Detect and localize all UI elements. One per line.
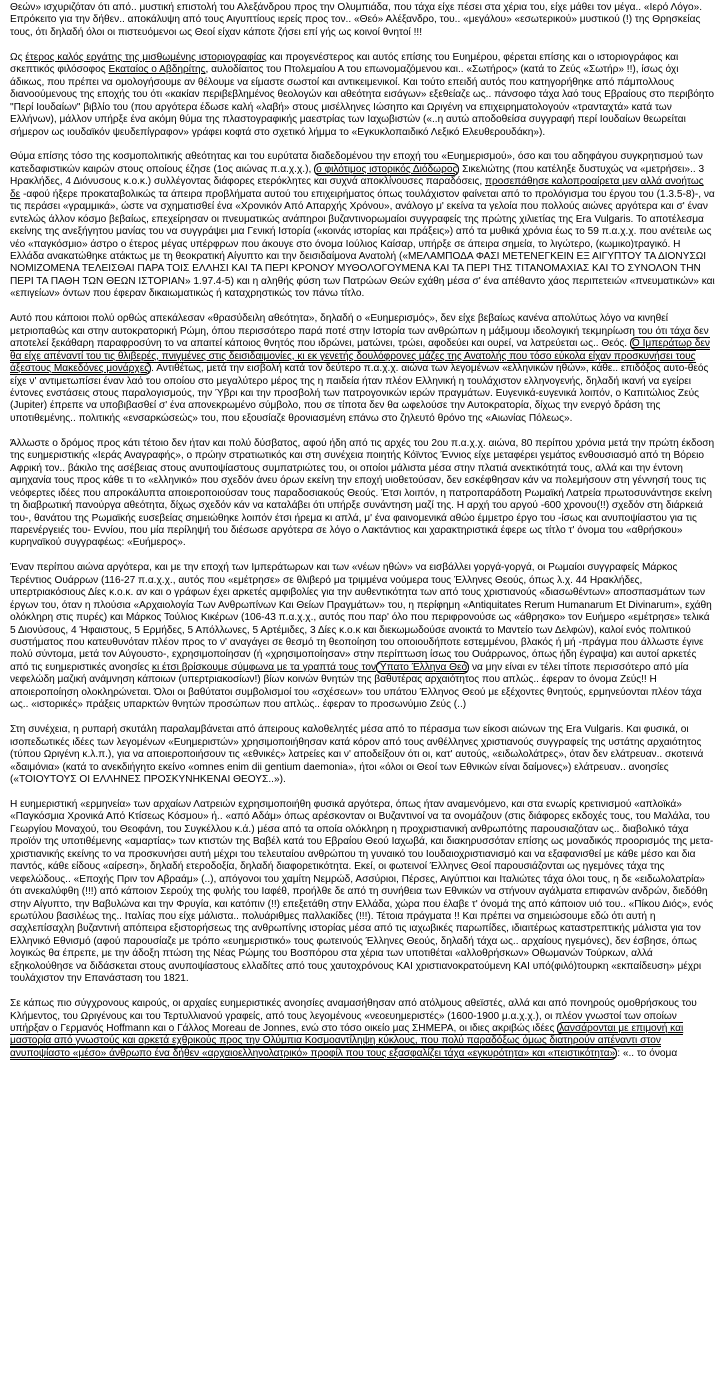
- article-paragraph: [10, 52, 715, 139]
- paragraph-text: Θεών» ισχυριζόταν ότι από.. μυστική επιστολή του Αλεξάνδρου προς την Ολυμπιάδα, που τάχα είχε πέσει στα χέρια του, είχε μάθει τον μέγα.. «Ιερό Λόγο». Επρόκειτο για την δήθεν.. αποκάλυψη από τους Αιγυπτίους ιερείς προς τον.. «Θεό» Αλέξανδρο, του.. «μεγάλου» «εσωτερικού» μυστικού (!) της Θρησκείας τους, ότι δηλαδή όλοι οι πιστευόμενοι ως Θεοί είχαν κάποτε ζήσει επί γής ως κοινοί θνητοί !!!: [10, 2, 703, 38]
- paragraph-text: , αυλοδίαιτος του Πτολεμαίου Α του επωνομαζόμενου και.. «Σωτήρος» (κατά το Ζεύς «Σωτήρ» !!), ίσως όχι άδικως, που πρέπει να ομολογήσουμε αν θέλουμε να είμαστε σωστοί και αντικειμενικοί. Και τούτο επειδή αυτός που κατηγορήθηκε από πάμπολλους διανοούμενους της εποχής του ότι «κακίαν περιβεβλημένος θεολογών και αθεότητα εισάγων» εξεθείαζε ως.. πάνσοφο τάχα λαό τους Εβραίους στο περιβόητο "Περί Ιουδαίων" βιβλίο του (που αργότερα έδωσε καλή «λαβή» στους μισέλληνες Ιώσηπο και Ωριγένη να επιχειρηματολογούν «τρανταχτά» κατά των Ελλήνων), μάλλον υπήρξε ένα ακόμη θύμα της πλαστογραφικής μαεστρίας των Ιαχωβιστών («..η αυτώ αποδοθείσα συγγραφή περί Ιουδαίων θεωρείται σήμερον ως ιουδαϊκόν ψευδεπίγραφον» γράφει κοφτά στο σχετικό λήμμα το «Εγκυκλοπαιδικό Λεξικό Ελευθερουδάκη»).: [10, 64, 715, 138]
- paragraph-text: Έναν περίπου αιώνα αργότερα, και με την εποχή των Ιμπεράτωρων και των «νέων ηθών» να εισβάλλει γοργά-γοργά, οι Ρωμαίοι συγγραφείς Μάρκος Τερέντιος Ουάρρων (116-27 π.α.χ.χ., αυτός που «εμέτρησε» σε θλιβερό μα τριμμένα νούμερα τους Έλληνες Θεούς, όπως λ.χ. 44 Ηρακλήδες, υπερτριακόσιους Δίες κ.ο.κ. αν και ο γράφων έχει αρκετές αμφιβολίες για την αυθεντικότητα των από τους χριστιανούς «διασωθέντων» αποσπασμάτων των έργων του, όταν η πλούσια «Αρχαιολογία Των Ανθρωπίνων Και Θείων Πραγμάτων» του, η περίφημη «Antiquitates Rerum Humanarum Et Divinarum», εχάθη ολόκληρη στις πυρές) και Μάρκος Τούλιος Κικέρων (106-43 π.α.χ.χ., αυτός που παρ' όλο που περιφρονούσε ως «άθρησκο» τον Ευήμερο «εμέτρησε» τελικά 5 Διονύσους, 4 Ήφαιστους, 5 Ερμήδες, 5 Απόλλωνες, 5 Αρτέμιδες, 3 Δίες κ.ο.κ και διεκωμωδούσε ανοικτά το Μαντείο των Δελφών), καλοί ενός πολιτικού συστήματος που κατευθυνόταν πλέον προς το ν' αναγάγει σε θεσμό τη θεοποίηση του οποιουδήποτε εστεμμένου, βλακός ή μή -πράγμα που άλλωστε έγινε πολύ σύντομα, μετά τον Αύγουστο-, εχρησιμοποίησαν (ή «χρησιμοποίησαν» στην περίπτωση ίσως του Ουάρρωνος, όπως ήδη έγραψα) και αυτοί αρκετές από τις ευημεριστικές ανοησίες: [10, 562, 712, 673]
- article-paragraph: [10, 724, 715, 786]
- article-paragraph: [10, 2, 715, 39]
- paragraph-text: . Αντιθέτως, μετά την εισβολή κατά τον δεύτερο π.α.χ.χ. αιώνα των λεγομένων «ελληνικών ηθών», κάθε.. επιδόξος αυτο-θεός είχε ν' αντιμετωπίσει έναν λαό του οποίου στο μεγαλύτερο μέρος της η παιδεία ήταν πλέον Ελληνική η τουλάχιστον ελληνογενής, δηλαδή ικανή να εγείρει έντονες ενστάσεις στους παραλογισμούς, την Ύβρι και την προσβολή των πατρογονικών ιερών πραγμάτων. Ευγενικά-ευγενικά λοιπόν, ο Καπιτώλιος Ζεύς (Jupiter) έπρεπε να υποβιβασθεί σ' ένα απονεκρωμένο σύμβολο, που σε τίποτα δεν θα ωφελούσε την Αυτοκρατορία, δίχως την ενεργό δράση της υποτιθεμένης.. πολιτικής «ενσαρκώσεώς» του, που εξουσίαζε θρονιασμένη επάνω στο ζηλευτό θρόνο της «Αιωνίας Πόλεως».: [10, 363, 709, 424]
- paragraph-text: Ως: [10, 51, 26, 63]
- article-body: [10, 2, 715, 1073]
- paragraph-text: Η ευημεριστική «ερμηνεία» των αρχαίων Λατρειών εχρησιμοποιήθη φυσικά αργότερα, όπως ήταν αναμενόμενο, και στα ενωρίς κρετινισμού «απλοϊκά» «Παγκόσμια Χρονικά Από Κτίσεως Κόσμου» ή.. «από Αδάμ» όπως αρέσκονταν οι Βυζαντινοί να τα ονομάζουν (στις διάφορες εκδοχές τους, του Μαλάλα, του Γεωργίου Μοναχού, του Θεοφάνη, του Συγκέλλου κ.ά.) μέσα από τα οποία ολόκληρη η προχριστιανική ανθρωπότης παρουσιαζόταν ως.. διαβολικό τάχα προϊόν της υποτιθέμενης «αμαρτίας» των κτιστών της Βαβέλ κατά του Εβραίου Θεού Ιαχωβά, και διακηρυσσόταν επίσης ως μοναδικός προορισμός της μετα-χριστιανικής εκείνης το να προσκυνήσει αυτή μέχρι του τελευταίου ανθρώπου τη γυναικό του Ιουδαιοχριστιανισμό και να εξαφανισθεί με κάθε μέσο και δια παντός, κάθε είδους «αίρεση», δηλαδή ετεροδοξία, δηλαδή διαφορετικότητα. Εκεί, οι φωτεινοί Έλληνες Θεοί παρουσιάζονται ως ηγεμόνες τάχα της νεφελώδους.. «Εποχής Πριν τον Αβραάμ» (..), απόγονοι του χαμίτη Νεμρώδ, Ασσύριοι, Πέρσες, Αιγύπτιοι και Ιταλιώτες τάχα όλοι τους, η δε «ειδωλολατρία» ότι ανεκαλύφθη (!!!) από κάποιον Σερούχ της φυλής του Ιαφέθ, προήλθε δε από τη συνήθεια των Εθνικών να στήνουν αγάλματα επιφανών ανδρών, διεδόθη στην Αίγυπτο, την Βαβυλώνα και την Φρυγία, και κατόπιν (!!) επεξετάθη στην Ελλάδα, χώρα που έλαβε τ' όνομά της από κάποιον υιό του.. «Πίκου Διός», ενός ερωτύλου βασιλέως της.. Ιταλίας που είχε μάλιστα.. πολυάριθμες παλλακίδες (!!!). Τέτοια πράγματα !! Και πρέπει να σημειώσουμε εδώ ότι αυτή η σαχλεπίσαχλη βυζαντινή απόπειρα εξιστορήσεως της ανθρωπίνης ιστορίας μέσα από τις ιαχωβικές παρωπίδες, ιδιαιτέρως καταστρεπτικής μάλιστα για τον Ελληνικό Εθνισμό (αφού παρουσίαζε με τρόπο «ευημεριστικό» τους φωτεινούς Έλληνες Θεούς, δηλαδή τάχα ως.. αρχαίους ηγεμόνες), δεν έσβησε, όπως λογικώς θα έπρεπε, με την άδοξη πτώση της Νέας Ρώμης του Βοσπόρου στα χέρια των υποτιθέται «αλλοθρήσκων» Οθωμανών Τούρκων, αλλά εξηκολούθησε να διδάσκεται στους ανυποψίαστους ελλαδίτες από τους χαυτοχρόνους ΚΑΙ χριστιανοκρατούμενη ΚΑΙ υπό(φιλό)τουρκη «εκπαίδευση» μέχρι τουλάχιστον την Επανάσταση του 1821.: [10, 798, 714, 985]
- article-paragraph: [10, 313, 715, 425]
- paragraph-text: Στη συνέχεια, η ρυπαρή σκυτάλη παραλαμβάνεται από άπειρους καλοθελητές μέσα από το πέρασμα των είκοσι αιώνων της Era Vulgaris. Και φυσικά, οι ισοπεδωτικές ιδέες των λεγομένων «Ευημεριστών» χρησιμοποιήθησαν κατά κόρον από τους ανθέλληνες χριστιανούς συγγραφείς της υστάτης αρχαιότητος (τύπου Ωριγένη κ.λ.π.), για να αποιεροποιήσουν τις «εθνικές» λατρείες και ν' αποδείξουν ότι οι, κατ' αυτούς, «ειδωλολάτρες», όταν δεν ελάτρευαν.. σκοτεινά «δαιμόνια» (κατά το ανεκδιήγητο εκείνο «omnes enim dii gentium daemonia», ήτοι «όλοι οι Θεοί των Εθνικών είναι δαίμονες») ελάτρευαν.. ανοησίες («ΤΟΙΟΥΤΟΥΣ ΟΙ ΕΛΛΗΝΕΣ ΠΡΟΣΚΥΝΗΚΕΝΑΙ ΘΕΟΥΣ..»).: [10, 724, 704, 785]
- article-paragraph: [10, 799, 715, 986]
- paragraph-text: Αυτό που κάποιοι πολύ ορθώς απεκάλεσαν «θρασύδειλη αθεότητα», δηλαδή ο «Ευημερισμός», δεν είχε βεβαίως κανένα απολύτως λόγο να κινηθεί μετριοπαθώς και στην αυτοκρατορική Ρώμη, όπου περισσότερο παρά ποτέ στην Ιστορία των ανθρώπων η μάξιμουμ ιδεολογική τεκμηρίωση του ότι τάχα δεν αποτελεί ξεκάθαρη παραφροσύνη το να απαιτεί κάποιος θνητός που ιδρώνει, ματώνει, τρώει, αφοδεύει και ουρεί, να λατρεύεται ως.. Θεός.: [10, 313, 709, 350]
- paragraph-text: Σικελιώτης (που κατέληξε δυστυχώς να «μετρήσει».. 3 Ηρακλήδες, 4 Διόνυσους κ.ο.κ.) συλλέγοντας διάφορες ετερόκλητες και συχνά αποκλίνουσες παραδόσεις,: [10, 163, 705, 188]
- article-paragraph: [10, 562, 715, 711]
- paragraph-text: Θύμα επίσης τόσο της κοσμοπολιτικής αθεότητας και του ευρύτατα διαδεδομένου την εποχή του «Ευημερισμού», όσο και του αδηφάγου συγκρητισμού των κατεδαφιστικών καιρών στους οποίους έζησε (1ος αιώνας π.α.χ.χ.),: [10, 151, 703, 175]
- paragraph-text: και προγενέστερος και αυτός επίσης του Ευημέρου, φέρεται επίσης και ο ιστοριογράφος και σκεπτικός φιλόσοφος: [10, 51, 679, 76]
- highlighted-passage: Ύπατο Έλληνα Θεό: [378, 661, 468, 673]
- underlined-passage: έτερος καλός εργάτης της μισθωμένης ιστοριογραφίας: [25, 51, 267, 63]
- underlined-passage: προσεπάθησε καλοπροαίρετα μεν αλλά ανοήτως δε: [10, 176, 704, 200]
- paragraph-text: -αφού ήξερε προκαταβολικώς τα άπειρα προβλήματα αυτού του επιχειρήματος όπως τουλάχιστον φαίνεται από το προλόγισμα του έργου του (1.3.5-8)-, να τις περάσει «γραμμικά», ώστε να σχηματισθεί ένα «Χρονικόν Από Απαρχής Χρόνου», ανάλογο μ' εκείνα τα γελοία που πολλούς αιώνες αργότερα και σ' έναν εντελώς άλλον κόσμο βεβαίως, επεχείρησαν οι πνευματικώς ανάπηροι βυζαντινορωμαίοι συγγραφείς της πρώτης χιλιετίας της Era Vulgaris. Το αποτέλεσμα εκείνης της ανεξήγητου μανίας του να συγγράψει μια Γενική Ιστορία («κοινάς ιστορίας και πράξεις») από τα μυθικά χρόνια έως το 59 π.α.χ.χ. που ανέτειλε ως νέο «παγκόσμιο» άστρο ο έτερος μέγας υπέρφρων που άκουγε στο όνομα Ιούλιος Καίσαρ, υπήρξε σε άπειρα σημεία, το λιγώτερο, (κωμικο)τραγικό. Η Ελλάδα ανακατώθηκε ατάκτως με τη θεοκρατική Αίγυπτο και την δεισιδαίμονα Ανατολή («ΜΕΛΑΜΠΟΔΑ ΦΑΣΙ ΜΕΤΕΝΕΓΚΕΙΝ ΕΞ ΑΙΓΥΠΤΟΥ ΤΑ ΔΙΟΝΥΣΩΙ ΝΟΜΙΖΟΜΕΝΑ ΤΕΛΕΙΣΘΑΙ ΠΑΡΑ ΤΟΙΣ ΕΛΛΗΣΙ ΚΑΙ ΤΑ ΠΕΡΙ ΚΡΟΝΟΥ ΜΥΘΟΛΟΓΟΥΜΕΝΑ ΚΑΙ ΤΑ ΠΕΡΙ ΤΗΣ ΤΙΤΑΝΟΜΑΧΙΑΣ ΚΑΙ ΤΟ ΣΥΝΟΛΟΝ ΤΗΝ ΠΕΡΙ ΤΑ ΠΑΘΗ ΤΩΝ ΘΕΩΝ ΙΣΤΟΡΙΑΝ» 1.97.4-5) και η αληθής φύση των Πατρώων Θεών εχάθη μέσα σ' ένα απέθαντο χάος περιπετειών «πνευματικών» και «επιγείων» όντων που έφεραν δικαιωματικώς ή καταχρηστικώς τον πάνω τίτλο.: [10, 188, 715, 300]
- underlined-passage: Εκαταίος ο Αβδηρίτης: [108, 64, 206, 76]
- underlined-passage: κι έτσι βρίσκουμε σύμφωνα με τα γραπτά τους τον: [151, 661, 377, 673]
- highlighted-passage: λανσάρονται με επιμονή και μαστορία από γνωστούς και αρκετά εχθρικούς προς την Ολύμπια Κοσμοαντίληψη κύκλους, που πολύ παραδόξως όμως διατηρούν απέναντι στον ανυποψίαστο «μέσο» άνθρωπο ένα δήθεν «αρχαιοελληνολατρικό» προφίλ που τους εξασφαλίζει τάχα «εγκυρότητα» και «πειστικότητα»: [10, 1023, 684, 1059]
- article-paragraph: [10, 998, 715, 1060]
- highlighted-passage: ο φιλότιμος ιστορικός Διόδωρος: [316, 163, 458, 175]
- article-paragraph: [10, 151, 715, 300]
- paragraph-text: να μην είναι εν τέλει τίποτε περισσότερο από μία νεφελώδη μαζική ανάμνηση κάποιων (υπερτριακοσίων!) βίων κοινών θνητών της βαθυτέρας αρχαιότητος που απλώς.. έφεραν το όνομα Ζεύς!! Η αποιεροποίηση ολοκληρώνεται. Όλοι οι βαθύτατοι συμβολισμοί του «σχέσεων» του υπάτου Έλληνος Θεού με εξέχοντες θνητούς, ερμηνεύονται πλέον τάχα ως.. «ιστορικές» πράξεις υπαρκτών θνητών προσώπων που απλώς.. έφεραν το προσωνύμιο Ζεύς (..): [10, 661, 702, 711]
- paragraph-text: Άλλωστε ο δρόμος προς κάτι τέτοιο δεν ήταν και πολύ δύσβατος, αφού ήδη από τις αρχές του 2ου π.α.χ.χ. αιώνα, 80 περίπου χρόνια μετά την πρώτη έκδοση της ευημεριστικής «Ιεράς Αναγραφής», ο πρώην στρατιωτικός και στη συνέχεια ποιητής Κόϊντος Έννιος είχε μεταφέρει γεμάτος ενθουσιασμό από τη Βόρειο Αφρική τον.. βάκιλο της ασέβειας στους ανυποψίαστους συμπατριώτες του, οι οποίοι μάλιστα μέσα στην πλατιά ανεκτικότητά τους, αλλά και την έντονη αμηχανία τους προς κάθε τι το «ελληνικό» που σχεδόν άνευ όρων εκείνη την εποχή υιοθετούσαν, δεν εσκέφθησαν κάν να πολεμήσουν στη γέννησή τους τις νεόφερτες ιδέες που απροκάλυπτα αποιεροποιούσαν τους παραδοσιακούς Θεούς. Έτσι λοιπόν, η πατροπαράδοτη Ρωμαϊκή Λατρεία πρωτοσυνάντησε εκείνη τη διαβρωτική πανούργα αθεότητα, δίχως σχεδόν κάν να καταλάβει ότι υπήρξε συνάντηση μαζί της. Η αρχή του αργού -600 χρονου(!!) σχεδόν στη διάρκειά του-, θανάτου της Ρωμαϊκής ευσεβείας σημειώθηκε λοιπόν έτσι ήρεμα κι απλά, μ' ένα φαινομενικά αθώο έμμετρο έργο του -ίσως και ανυποψίαστου για τις παρενέργειές του- Εννίου, που μία περίληψή του διέσωσε αργότερα σε λόγο ο Λακτάντιος και χαρακτηριστικά έφερε ως τίτλο τ' όνομα του «αθρήσκου» κυρηναϊκού συγγραφέως: «Ευήμερος».: [10, 437, 715, 549]
- article-paragraph: [10, 438, 715, 550]
- paragraph-text: : «.. το όνομα: [617, 1047, 678, 1059]
- highlighted-passage: Ο Ιμπεράτωρ δεν θα είχε απέναντί του τις θλιβερές, πνιγμένες στις δεισιδαιμονίες, κι εκ γενετής δουλόφρονες μάζες της Ανατολής που τόσο εύκολα είχαν προσκυνήσει τους άξεστους Μακεδόνες μονάρχες: [10, 338, 710, 375]
- paragraph-text: Σε κάπως πιο σύγχρονους καιρούς, οι αρχαίες ευημεριστικές ανοησίες αναμασήθησαν από ατόλμους αθεϊστές, αλλά και από πονηρούς ομοθρήσκους του Κλήμεντος, του Ωριγένους και του Τερτυλλιανού γραφείς, από τους λεγομένους «νεοευημεριστές» (1600-1900 μ.α.χ.χ.), οι πλέον γνωστοί των οποίων υπήρξαν ο Γερμανός Hoffmann και ο Γάλλος Moreau de Jonnes, ενώ στο τόσο οικείο μας ΣΗΜΕΡΑ, οι ιδιες ακριβώς ιδέες: [10, 998, 697, 1035]
